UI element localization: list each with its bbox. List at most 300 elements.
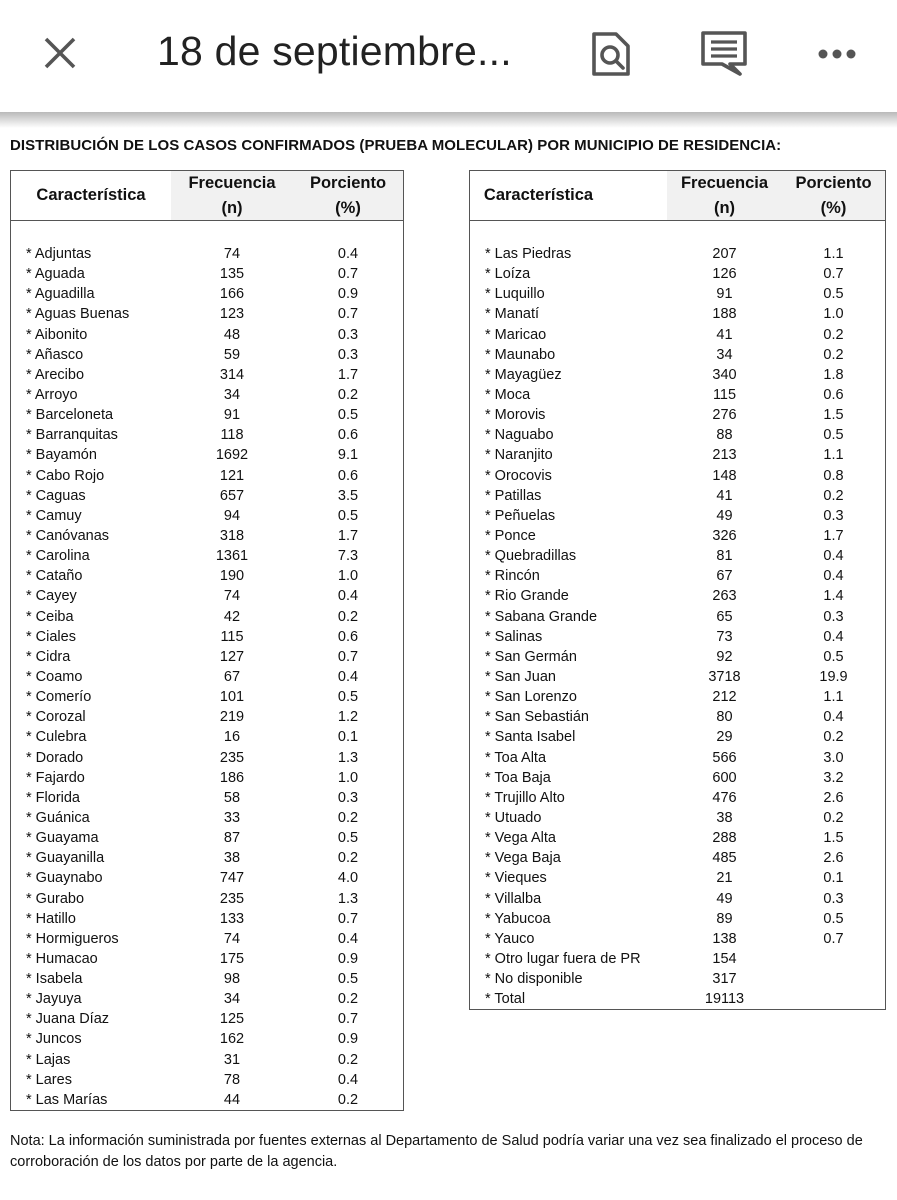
row-municipality: * Adjuntas <box>26 246 92 262</box>
table-row <box>11 748 403 768</box>
row-percent: 0.2 <box>337 608 359 625</box>
row-municipality: * Naguabo <box>485 427 554 444</box>
row-municipality: * Culebra <box>26 729 87 746</box>
row-municipality: * Las Piedras <box>485 246 572 262</box>
close-icon <box>40 36 80 72</box>
row-municipality: * Cidra <box>26 648 71 665</box>
row-frequency: 91 <box>716 286 733 303</box>
row-frequency: 115 <box>712 386 737 403</box>
row-municipality: * Lares <box>26 1071 72 1088</box>
table-row <box>470 365 885 385</box>
row-municipality: * Arecibo <box>26 366 85 383</box>
table-row <box>11 1029 403 1049</box>
row-frequency: 49 <box>716 890 733 907</box>
row-percent: 1.2 <box>337 709 359 726</box>
row-municipality: * Sabana Grande <box>485 608 598 625</box>
row-frequency: 1692 <box>215 447 249 464</box>
row-percent: 0.3 <box>823 890 844 907</box>
row-percent: 0.3 <box>823 507 844 524</box>
header-percent-line1: Porciento <box>309 174 387 192</box>
row-percent: 0.8 <box>823 467 844 484</box>
row-frequency: 154 <box>712 950 737 967</box>
row-frequency: 98 <box>223 971 241 988</box>
row-percent: 0.4 <box>337 668 359 685</box>
row-municipality: * Comerío <box>26 689 92 706</box>
row-municipality: * Corozal <box>26 709 86 726</box>
row-frequency: 91 <box>223 407 241 424</box>
row-frequency: 59 <box>223 346 241 363</box>
table-row <box>11 405 403 425</box>
table-row <box>11 1070 403 1090</box>
row-percent: 0.4 <box>823 568 844 585</box>
table-row <box>470 546 885 566</box>
table-row <box>11 586 403 606</box>
row-municipality: * San Germán <box>485 648 577 665</box>
table-row <box>11 808 403 828</box>
top-app-bar <box>0 0 897 112</box>
row-municipality: * Guayama <box>26 830 99 847</box>
table-row <box>470 868 885 888</box>
table-row <box>470 244 885 264</box>
row-percent: 0.2 <box>823 346 844 363</box>
row-percent: 0.2 <box>337 850 359 867</box>
row-frequency: 314 <box>219 366 245 383</box>
row-percent: 7.3 <box>337 548 359 565</box>
row-municipality: * Luquillo <box>485 286 545 303</box>
row-municipality: * Hatillo <box>26 910 76 927</box>
table-row <box>11 949 403 969</box>
municipality-table-right <box>469 170 886 1010</box>
row-percent: 1.8 <box>823 366 844 383</box>
row-frequency: 94 <box>223 507 241 524</box>
table-row <box>11 647 403 667</box>
row-percent: 0.6 <box>337 427 359 444</box>
row-municipality: * Otro lugar fuera de PR <box>485 950 641 967</box>
row-percent: 1.3 <box>337 890 359 907</box>
table-row <box>11 768 403 788</box>
row-percent: 9.1 <box>337 447 359 464</box>
row-frequency: 3718 <box>708 668 741 685</box>
table-row <box>470 425 885 445</box>
table-row <box>11 627 403 647</box>
row-frequency: 263 <box>712 588 737 605</box>
row-municipality: * Hormigueros <box>26 930 119 947</box>
row-frequency: 219 <box>219 709 245 726</box>
row-percent: 1.7 <box>337 527 359 544</box>
more-options-button[interactable] <box>816 38 858 70</box>
row-frequency: 34 <box>716 346 733 363</box>
header-characteristic: Característica <box>36 186 146 204</box>
row-municipality: * San Juan <box>485 668 556 685</box>
row-municipality: * Añasco <box>26 346 84 363</box>
row-frequency: 175 <box>219 950 245 967</box>
row-percent: 0.3 <box>337 346 359 363</box>
table-row <box>11 969 403 989</box>
table-row <box>11 445 403 465</box>
table-row <box>470 687 885 707</box>
row-percent: 0.4 <box>823 548 844 565</box>
row-frequency: 31 <box>223 1051 241 1068</box>
row-municipality: * Guánica <box>26 809 90 826</box>
table-row <box>11 727 403 747</box>
row-frequency: 600 <box>712 769 737 786</box>
row-frequency: 101 <box>219 689 245 706</box>
row-percent: 0.5 <box>823 286 844 303</box>
row-municipality: * Maunabo <box>485 346 556 363</box>
row-frequency: 125 <box>219 1011 245 1028</box>
row-percent: 0.1 <box>823 870 844 887</box>
row-municipality: * Loíza <box>485 266 531 283</box>
row-frequency: 235 <box>219 890 245 907</box>
row-municipality: * Carolina <box>26 548 90 565</box>
row-frequency: 326 <box>712 527 737 544</box>
row-percent: 3.5 <box>337 487 359 504</box>
header-frequency <box>667 171 782 220</box>
row-municipality: * Barranquitas <box>26 427 118 444</box>
row-percent: 0.4 <box>337 1071 359 1088</box>
row-municipality: * Moca <box>485 386 531 403</box>
row-percent: 0.3 <box>337 326 359 343</box>
row-percent: 1.1 <box>823 246 844 262</box>
row-municipality: * Arroyo <box>26 386 78 403</box>
table-row <box>470 486 885 506</box>
row-percent: 0.5 <box>823 427 844 444</box>
table-row <box>11 304 403 324</box>
row-percent: 0.7 <box>337 910 359 927</box>
row-municipality: * Salinas <box>485 628 543 645</box>
row-frequency: 29 <box>716 729 733 746</box>
row-municipality: * Yauco <box>485 930 535 947</box>
row-percent: 0.7 <box>337 266 359 283</box>
row-percent: 0.7 <box>337 1011 359 1028</box>
row-percent: 0.5 <box>823 910 844 927</box>
row-percent: 0.2 <box>337 386 359 403</box>
document-heading: DISTRIBUCIÓN DE LOS CASOS CONFIRMADOS (PRUEBA MOLECULAR) POR MUNICIPIO DE RESIDENCIA: <box>10 137 782 154</box>
row-percent: 0.7 <box>823 930 844 947</box>
row-municipality: * Florida <box>26 789 80 806</box>
row-percent: 0.6 <box>823 386 844 403</box>
row-frequency: 212 <box>712 689 737 706</box>
row-frequency: 162 <box>219 1031 245 1048</box>
row-percent: 1.0 <box>337 568 359 585</box>
row-percent: 1.5 <box>823 407 844 424</box>
row-percent: 0.3 <box>337 789 359 806</box>
table-row <box>470 707 885 727</box>
row-percent: 0.4 <box>823 709 844 726</box>
row-municipality: * Patillas <box>485 487 542 504</box>
row-percent: 2.6 <box>823 850 844 867</box>
table-row <box>470 969 885 989</box>
row-percent: 0.5 <box>337 830 359 847</box>
row-percent: 0.9 <box>337 286 359 303</box>
table-row <box>11 828 403 848</box>
row-percent: 1.7 <box>823 527 844 544</box>
row-municipality: * Las Marías <box>26 1091 108 1108</box>
row-municipality: * Vega Alta <box>485 830 556 847</box>
row-frequency: 118 <box>220 427 244 444</box>
comment-icon <box>700 30 748 78</box>
row-municipality: * Utuado <box>485 809 542 826</box>
row-frequency: 485 <box>712 850 737 867</box>
row-municipality: * Mayagüez <box>485 366 562 383</box>
row-frequency: 476 <box>712 789 737 806</box>
header-percent <box>782 171 885 220</box>
row-frequency: 78 <box>223 1071 241 1088</box>
row-municipality: * Orocovis <box>485 467 552 484</box>
table-row <box>11 284 403 304</box>
row-percent: 1.4 <box>823 588 844 605</box>
table-row <box>470 264 885 284</box>
row-frequency: 21 <box>716 870 733 887</box>
row-frequency: 87 <box>223 830 241 847</box>
row-frequency: 190 <box>219 568 245 585</box>
table-row <box>11 566 403 586</box>
table-row <box>470 586 885 606</box>
row-percent: 0.4 <box>337 588 359 605</box>
row-frequency: 747 <box>219 870 245 887</box>
row-percent: 0.2 <box>823 326 844 343</box>
row-frequency: 41 <box>716 487 733 504</box>
row-municipality: * Rincón <box>485 568 540 585</box>
find-in-page-icon <box>590 30 632 78</box>
row-municipality: * Cataño <box>26 568 83 585</box>
row-municipality: * San Lorenzo <box>485 689 577 706</box>
row-municipality: * Aguadilla <box>26 286 95 303</box>
row-frequency: 127 <box>219 648 245 665</box>
table-row <box>11 868 403 888</box>
row-municipality: * Gurabo <box>26 890 85 907</box>
row-frequency: 65 <box>716 608 733 625</box>
row-municipality: * No disponible <box>485 971 583 988</box>
row-frequency: 276 <box>712 407 737 424</box>
row-frequency: 207 <box>712 246 737 262</box>
row-municipality: * Aguada <box>26 266 85 283</box>
row-municipality: * Yabucoa <box>485 910 551 927</box>
row-frequency: 133 <box>219 910 245 927</box>
table-row <box>470 466 885 486</box>
row-municipality: * San Sebastián <box>485 709 589 726</box>
row-municipality: * Quebradillas <box>485 548 577 565</box>
row-percent: 0.4 <box>823 628 844 645</box>
row-municipality: * Ponce <box>485 527 536 544</box>
row-municipality: * Trujillo Alto <box>485 789 565 806</box>
row-municipality: * Camuy <box>26 507 82 524</box>
row-municipality: * Canóvanas <box>26 527 110 544</box>
row-percent: 0.6 <box>337 628 359 645</box>
table-row <box>470 647 885 667</box>
table-row <box>470 607 885 627</box>
row-frequency: 58 <box>223 789 241 806</box>
table-row <box>11 607 403 627</box>
table-row <box>11 264 403 284</box>
header-percent-line2: (%) <box>335 199 361 217</box>
row-percent: 0.5 <box>823 648 844 665</box>
row-percent: 3.2 <box>823 769 844 786</box>
row-percent: 0.6 <box>337 467 359 484</box>
find-in-page-button[interactable] <box>590 30 632 78</box>
document-title: 18 de septiembre... <box>157 28 512 74</box>
row-frequency: 67 <box>223 668 241 685</box>
row-frequency: 126 <box>712 266 737 283</box>
row-percent: 1.7 <box>337 366 359 383</box>
table-body <box>470 244 885 1009</box>
table-row <box>470 808 885 828</box>
row-municipality: * Dorado <box>26 749 84 766</box>
table-row <box>11 707 403 727</box>
row-frequency: 74 <box>223 588 241 605</box>
row-percent: 1.0 <box>823 306 844 323</box>
row-frequency: 318 <box>219 527 245 544</box>
row-frequency: 49 <box>716 507 733 524</box>
row-percent: 1.0 <box>337 769 359 786</box>
table-row <box>11 1090 403 1110</box>
table-row <box>11 325 403 345</box>
table-row <box>11 345 403 365</box>
row-frequency: 566 <box>712 749 737 766</box>
table-row <box>11 365 403 385</box>
toolbar-shadow <box>0 112 897 128</box>
row-municipality: * Juana Díaz <box>26 1011 110 1028</box>
row-frequency: 44 <box>223 1091 241 1108</box>
municipality-table-left <box>10 170 404 1111</box>
table-header <box>470 171 885 221</box>
table-row <box>470 284 885 304</box>
row-municipality: * Ceiba <box>26 608 74 625</box>
header-frequency <box>171 171 293 220</box>
table-row <box>470 526 885 546</box>
row-percent: 0.7 <box>823 266 844 283</box>
row-percent: 0.2 <box>823 729 844 746</box>
table-header <box>11 171 403 221</box>
row-percent: 1.5 <box>823 830 844 847</box>
table-row <box>470 929 885 949</box>
row-frequency: 166 <box>219 286 245 303</box>
table-row <box>11 486 403 506</box>
row-frequency: 48 <box>223 326 241 343</box>
row-percent: 0.1 <box>337 729 359 746</box>
row-municipality: * Toa Alta <box>485 749 547 766</box>
row-municipality: * Barceloneta <box>26 407 114 424</box>
table-row <box>470 304 885 324</box>
row-municipality: * Ciales <box>26 628 76 645</box>
row-percent: 2.6 <box>823 789 844 806</box>
row-percent: 0.5 <box>337 971 359 988</box>
header-characteristic: Característica <box>483 186 594 204</box>
row-frequency: 74 <box>223 246 241 262</box>
header-frequency-line1: Frecuencia <box>680 174 769 192</box>
row-municipality: * Guaynabo <box>26 870 103 887</box>
table-row <box>11 425 403 445</box>
row-percent: 0.2 <box>337 809 359 826</box>
table-row <box>11 506 403 526</box>
close-button[interactable] <box>40 36 80 72</box>
table-row <box>11 788 403 808</box>
row-municipality: * Peñuelas <box>485 507 556 524</box>
table-row <box>470 667 885 687</box>
table-row <box>11 687 403 707</box>
row-frequency: 88 <box>716 427 733 444</box>
row-percent: 19.9 <box>819 668 848 685</box>
table-row <box>470 325 885 345</box>
header-percent-line1: Porciento <box>795 174 872 192</box>
row-percent: 0.2 <box>337 1051 359 1068</box>
comment-button[interactable] <box>700 30 748 78</box>
row-frequency: 186 <box>219 769 245 786</box>
row-frequency: 73 <box>716 628 733 645</box>
row-frequency: 317 <box>712 971 737 988</box>
row-municipality: * Fajardo <box>26 769 85 786</box>
row-frequency: 123 <box>219 306 245 323</box>
row-municipality: * Coamo <box>26 668 83 685</box>
row-percent: 0.5 <box>337 689 359 706</box>
row-frequency: 138 <box>712 930 737 947</box>
row-municipality: * Guayanilla <box>26 850 105 867</box>
table-row <box>11 466 403 486</box>
table-row <box>470 445 885 465</box>
row-frequency: 42 <box>223 608 241 625</box>
row-frequency: 34 <box>223 991 241 1008</box>
table-row <box>11 1009 403 1029</box>
row-municipality: * Isabela <box>26 971 83 988</box>
row-frequency: 288 <box>712 830 737 847</box>
row-municipality: * Humacao <box>26 950 98 967</box>
row-frequency: 135 <box>219 266 245 283</box>
table-row <box>470 949 885 969</box>
row-municipality: * Rio Grande <box>485 588 569 605</box>
row-municipality: * Manatí <box>485 306 539 323</box>
table-row <box>470 788 885 808</box>
table-row <box>470 889 885 909</box>
header-frequency-line1: Frecuencia <box>188 174 276 192</box>
table-row <box>11 909 403 929</box>
row-municipality: * Vieques <box>485 870 547 887</box>
table-row <box>470 828 885 848</box>
row-municipality: * Aguas Buenas <box>26 306 130 323</box>
row-frequency: 89 <box>716 910 733 927</box>
row-percent: 0.7 <box>337 306 359 323</box>
row-percent: 0.2 <box>823 809 844 826</box>
row-frequency: 80 <box>716 709 733 726</box>
row-municipality: * Total <box>485 991 526 1008</box>
row-percent: 0.2 <box>337 1091 359 1108</box>
row-percent: 0.4 <box>337 246 359 262</box>
row-municipality: * Villalba <box>485 890 542 907</box>
row-municipality: * Aibonito <box>26 326 88 343</box>
row-frequency: 235 <box>219 749 245 766</box>
row-frequency: 657 <box>219 487 245 504</box>
row-municipality: * Vega Baja <box>485 850 561 867</box>
table-row <box>470 848 885 868</box>
row-municipality: * Morovis <box>485 407 546 424</box>
row-frequency: 115 <box>220 628 244 645</box>
row-percent: 0.9 <box>337 950 359 967</box>
row-frequency: 19113 <box>704 991 745 1008</box>
row-frequency: 1361 <box>215 548 249 565</box>
row-municipality: * Bayamón <box>26 447 97 464</box>
header-frequency-line2: (n) <box>713 199 736 217</box>
row-percent: 4.0 <box>337 870 359 887</box>
row-frequency: 34 <box>223 386 241 403</box>
table-row <box>11 385 403 405</box>
row-percent: 1.1 <box>823 689 844 706</box>
table-row <box>470 989 885 1009</box>
row-percent: 0.2 <box>823 487 844 504</box>
row-percent: 1.1 <box>823 447 844 464</box>
row-frequency: 121 <box>219 467 245 484</box>
row-frequency: 148 <box>712 467 737 484</box>
row-frequency: 38 <box>223 850 241 867</box>
row-percent: 0.5 <box>337 507 359 524</box>
